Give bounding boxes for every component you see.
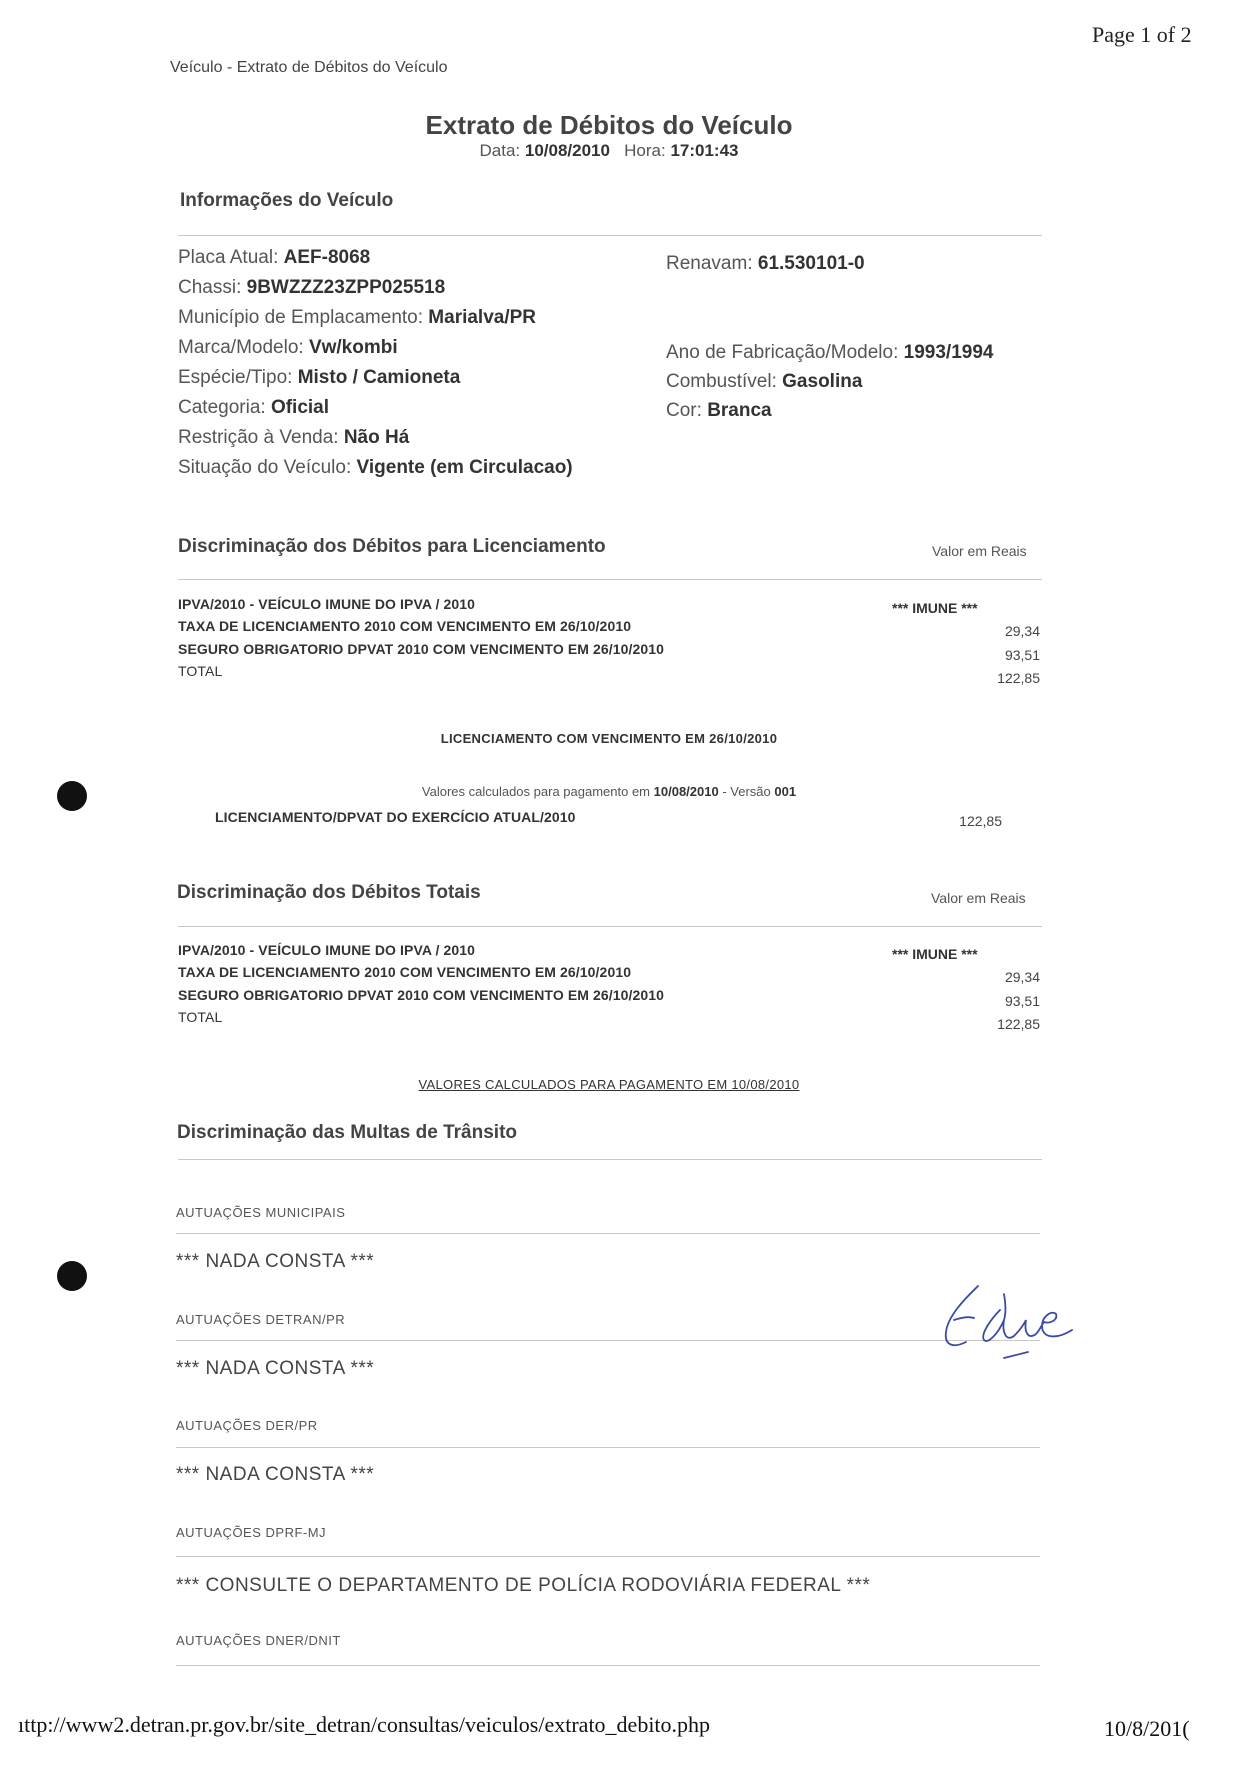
field-label: Ano de Fabricação/Modelo: <box>666 342 899 363</box>
field-value: 9BWZZZ23ZPP025518 <box>246 277 446 298</box>
page-number: Page 1 of 2 <box>1092 22 1192 47</box>
table-row-value: 29,34 <box>1004 969 1040 985</box>
field-value: Misto / Camioneta <box>297 367 461 388</box>
licenciamento-due-notice: LICENCIAMENTO COM VENCIMENTO EM 26/10/2010 <box>440 731 778 746</box>
multas-group-status: *** NADA CONSTA *** <box>176 1358 375 1379</box>
signature <box>940 1280 1080 1370</box>
breadcrumb: Veículo - Extrato de Débitos do Veículo <box>170 59 448 76</box>
field-value: 1993/1994 <box>903 342 994 363</box>
vehicle-field <box>178 457 573 479</box>
divider <box>178 579 1042 580</box>
binder-hole <box>57 781 87 811</box>
field-value: AEF-8068 <box>283 247 371 268</box>
calc-note-suffix: - Versão <box>722 784 771 799</box>
field-label: Placa Atual: <box>178 247 279 268</box>
date-value: 10/08/2010 <box>524 141 610 160</box>
divider <box>178 1159 1042 1160</box>
footer-date: 10/8/201( <box>1104 1716 1190 1741</box>
table-row-value: 122,85 <box>997 1016 1040 1032</box>
multas-group-label: AUTUAÇÕES DNER/DNIT <box>176 1633 341 1648</box>
licenciamento-summary-label: LICENCIAMENTO/DPVAT DO EXERCÍCIO ATUAL/2010 <box>215 809 576 825</box>
field-value: Vw/kombi <box>308 337 398 358</box>
divider <box>176 1665 1040 1666</box>
table-row-value: 93,51 <box>1004 993 1040 1009</box>
totais-valor-label: Valor em Reais <box>931 890 1026 906</box>
table-row-description: TAXA DE LICENCIAMENTO 2010 COM VENCIMENTO EM 26/10/2010 <box>178 618 632 634</box>
multas-group-label: AUTUAÇÕES MUNICIPAIS <box>176 1205 346 1220</box>
binder-hole <box>57 1261 87 1291</box>
table-row-value: *** IMUNE *** <box>892 600 978 616</box>
table-row-description: IPVA/2010 - VEÍCULO IMUNE DO IPVA / 2010 <box>178 942 476 958</box>
field-value: Vigente (em Circulacao) <box>356 457 573 478</box>
page-title: Extrato de Débitos do Veículo <box>425 110 793 140</box>
time-value: 17:01:43 <box>670 141 739 160</box>
multas-group-label: AUTUAÇÕES DPRF-MJ <box>176 1525 327 1540</box>
calc-note-prefix: Valores calculados para pagamento em <box>421 784 651 799</box>
vehicle-field <box>178 427 409 449</box>
field-label: Categoria: <box>178 397 266 418</box>
table-row-description: TAXA DE LICENCIAMENTO 2010 COM VENCIMENTO EM 26/10/2010 <box>178 964 632 980</box>
field-label: Chassi: <box>178 277 242 298</box>
table-row-value: 122,85 <box>997 670 1040 686</box>
multas-group-label: AUTUAÇÕES DER/PR <box>176 1418 318 1433</box>
totais-calc-notice: VALORES CALCULADOS PARA PAGAMENTO EM 10/08/2010 <box>418 1077 800 1092</box>
field-label: Espécie/Tipo: <box>178 367 293 388</box>
vehicle-field <box>666 371 862 393</box>
vehicle-field <box>666 342 993 364</box>
table-row-description: TOTAL <box>178 663 223 679</box>
field-value: Não Há <box>343 427 410 448</box>
divider <box>178 926 1042 927</box>
divider <box>176 1233 1040 1234</box>
table-row-value: 29,34 <box>1004 623 1040 639</box>
vehicle-field <box>178 307 536 329</box>
vehicle-field <box>178 397 329 419</box>
field-label: Restrição à Venda: <box>178 427 339 448</box>
field-label: Situação do Veículo: <box>178 457 352 478</box>
vehicle-field <box>178 367 460 389</box>
vehicle-field <box>178 277 445 299</box>
calc-note <box>0 784 1218 799</box>
footer-url: ıttp://www2.detran.pr.gov.br/site_detran/consultas/veiculos/extrato_debito.php <box>18 1712 711 1737</box>
table-row-value: *** IMUNE *** <box>892 946 978 962</box>
table-row-value: 93,51 <box>1004 647 1040 663</box>
field-label: Cor: <box>666 400 702 421</box>
table-row-description: IPVA/2010 - VEÍCULO IMUNE DO IPVA / 2010 <box>178 596 476 612</box>
table-row-description: SEGURO OBRIGATORIO DPVAT 2010 COM VENCIMENTO EM 26/10/2010 <box>178 987 665 1003</box>
divider <box>176 1556 1040 1557</box>
licenciamento-summary-value: 122,85 <box>959 813 1002 829</box>
field-value: Gasolina <box>782 371 863 392</box>
field-label: Combustível: <box>666 371 777 392</box>
multas-group-status: *** NADA CONSTA *** <box>176 1464 375 1485</box>
table-row-description: SEGURO OBRIGATORIO DPVAT 2010 COM VENCIMENTO EM 26/10/2010 <box>178 641 665 657</box>
multas-group-status: *** NADA CONSTA *** <box>176 1251 375 1272</box>
vehicle-field <box>178 247 370 269</box>
field-label: Renavam: <box>666 253 753 274</box>
field-value: Oficial <box>270 397 330 418</box>
divider <box>178 235 1042 236</box>
field-label: Marca/Modelo: <box>178 337 304 358</box>
field-value: 61.530101-0 <box>757 253 865 274</box>
multas-title: Discriminação das Multas de Trânsito <box>177 1122 517 1143</box>
vehicle-field <box>666 253 865 275</box>
field-label: Município de Emplacamento: <box>178 307 424 328</box>
field-value: Marialva/PR <box>428 307 537 328</box>
table-row-description: TOTAL <box>178 1009 223 1025</box>
divider <box>176 1447 1040 1448</box>
vehicle-field <box>666 400 772 422</box>
multas-group-label: AUTUAÇÕES DETRAN/PR <box>176 1312 346 1327</box>
divider <box>176 1340 1040 1341</box>
field-value: Branca <box>707 400 772 421</box>
licenciamento-title: Discriminação dos Débitos para Licenciamento <box>178 536 606 557</box>
vehicle-info-title: Informações do Veículo <box>180 190 394 211</box>
time-label: Hora: <box>624 141 666 160</box>
totais-title: Discriminação dos Débitos Totais <box>177 882 481 903</box>
calc-note-date: 10/08/2010 <box>653 784 719 799</box>
vehicle-field <box>178 337 398 359</box>
licenciamento-valor-label: Valor em Reais <box>932 543 1027 559</box>
calc-note-version: 001 <box>774 784 797 799</box>
date-label: Data: <box>479 141 521 160</box>
document-datetime <box>0 141 1218 161</box>
multas-group-status: *** CONSULTE O DEPARTAMENTO DE POLÍCIA RODOVIÁRIA FEDERAL *** <box>176 1575 871 1596</box>
